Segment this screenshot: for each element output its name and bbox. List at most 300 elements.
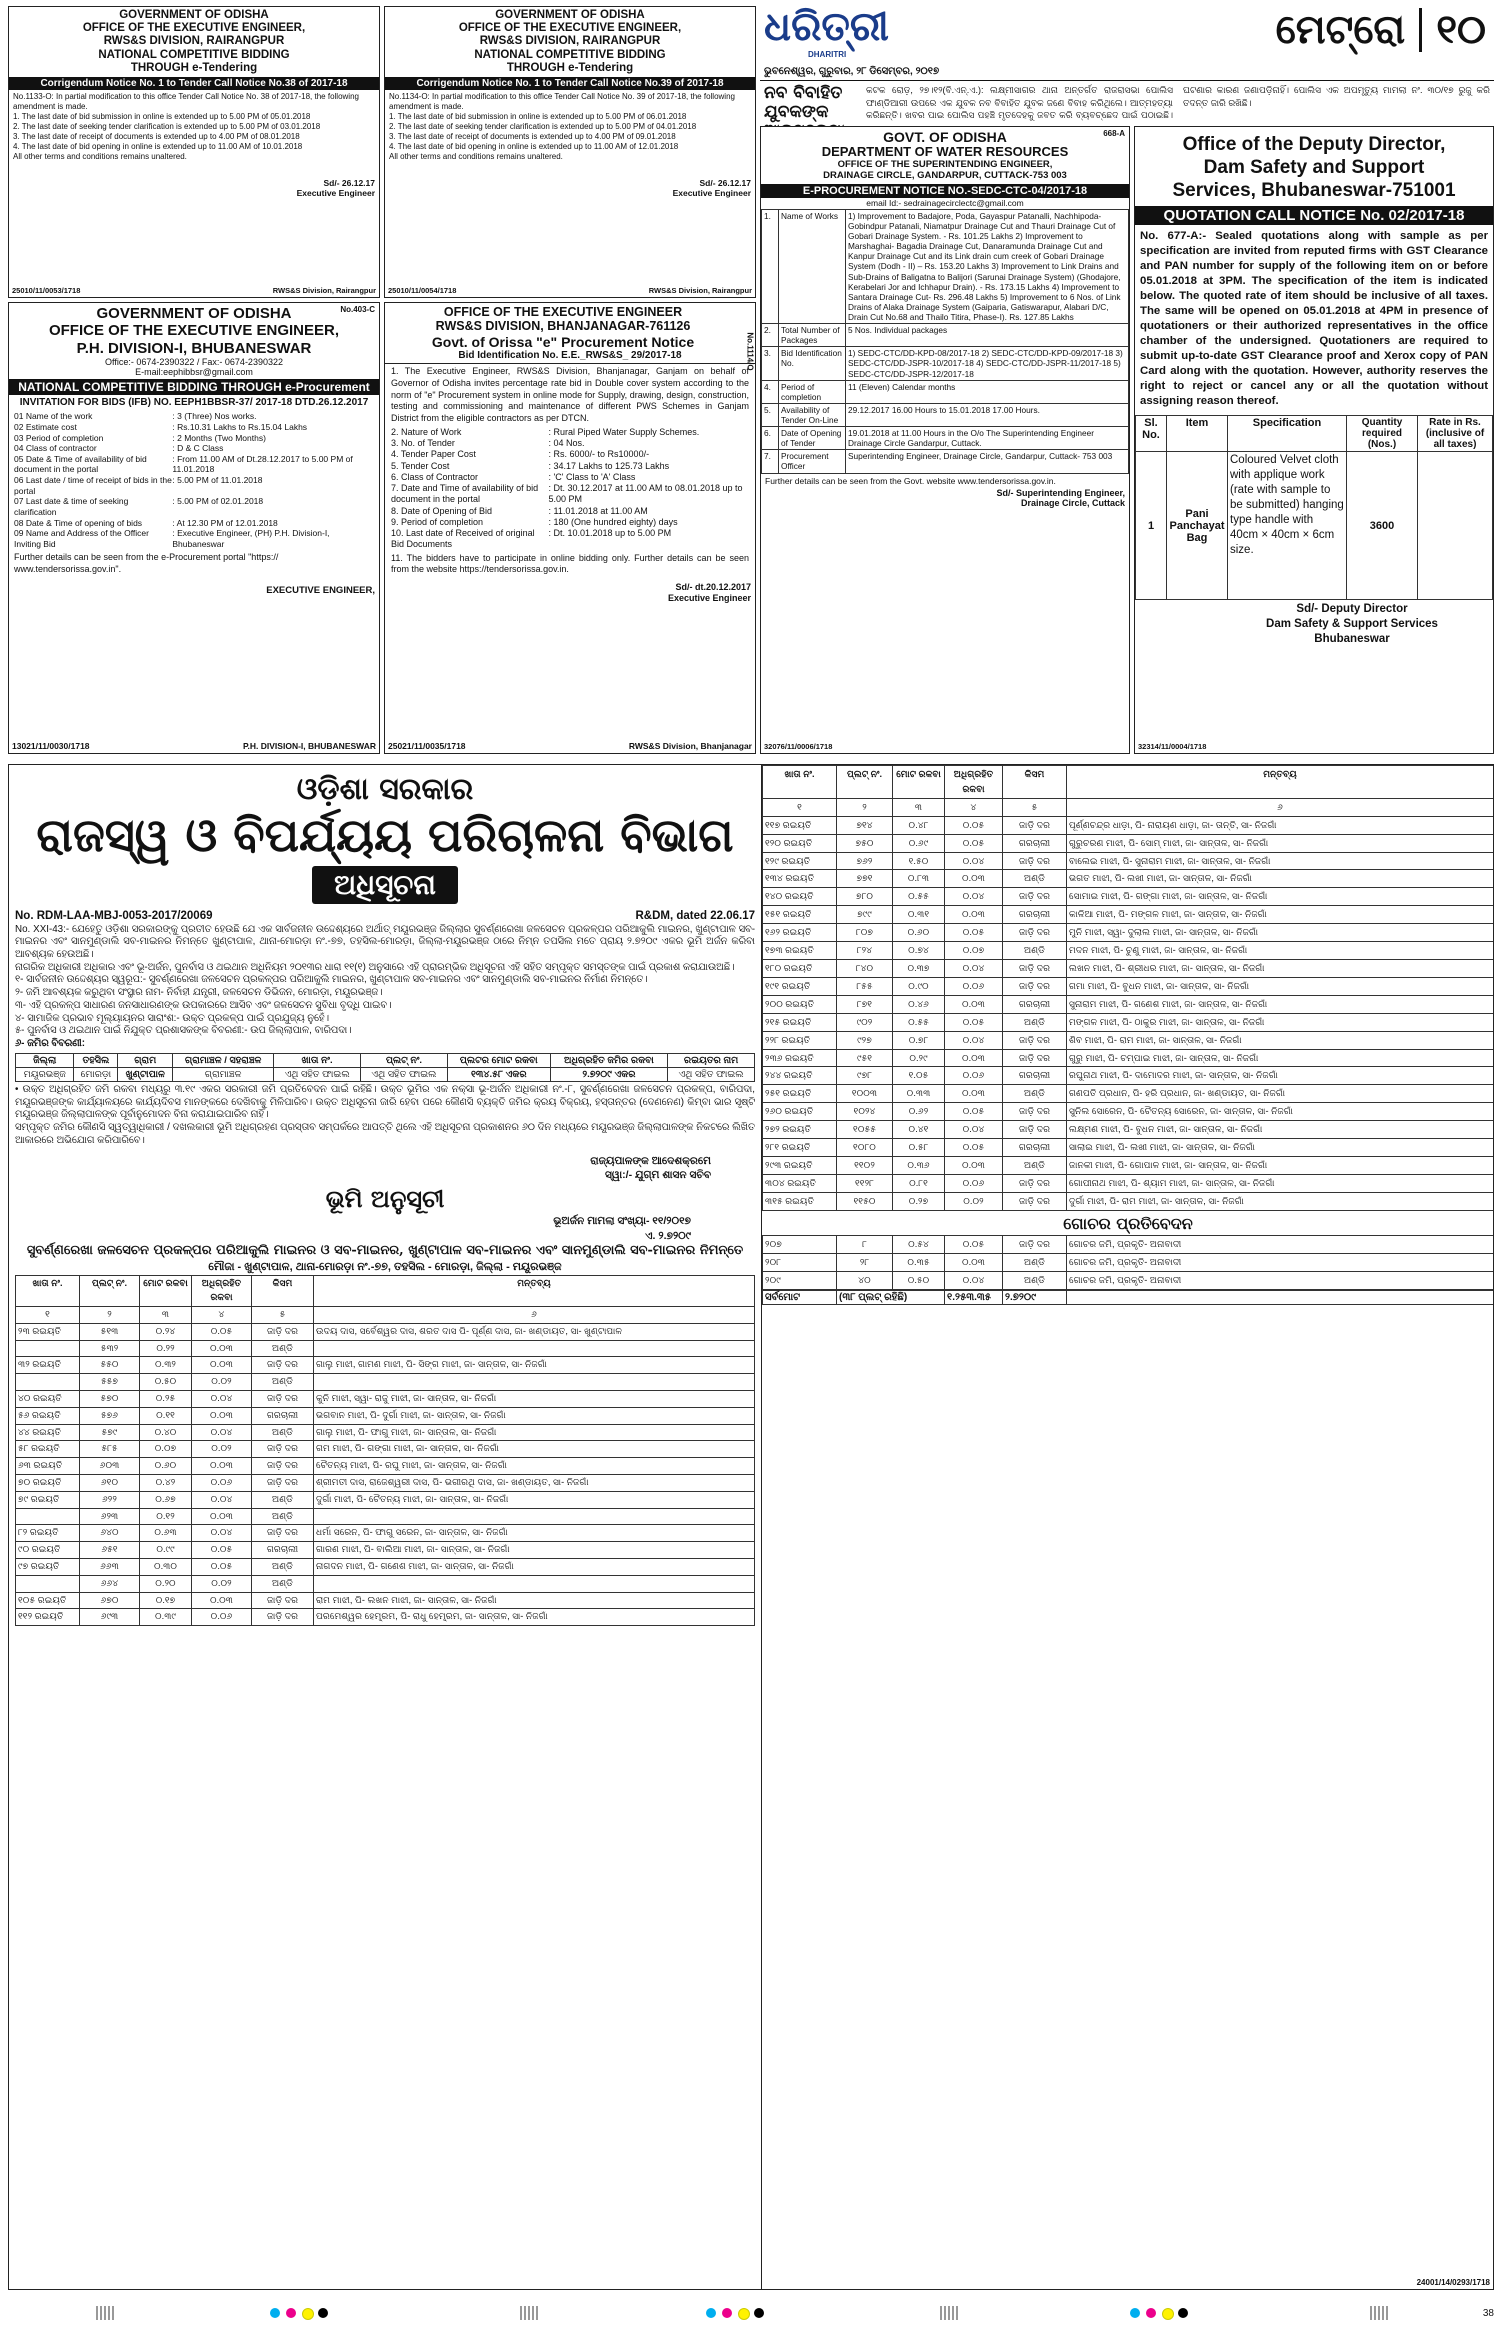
remarks: ପରମେଶ୍ୱର ହେମ୍ବ୍ରମ, ପି- ରାଧୁ ହେମ୍ବ୍ରମ, ଜା- ସାନ୍ତାଳ, ସା- ନିଜଗାଁ [314,1609,755,1626]
land-type: ଜାଡ଼ି ଦର [1003,1192,1067,1210]
masthead [760,4,1494,122]
table-row [763,1139,1494,1157]
yellow-dot [302,2308,314,2320]
land-schedule-table-right [762,765,1494,1211]
khata-number: ୫୬ ରଇୟତି [16,1407,80,1424]
remarks: ଭଗବାନ ମାଝୀ, ପି- ଦୁର୍ଗା ମାଝୀ, ଜା- ସାନ୍ତାଳ, ସା- ନିଜଗାଁ [314,1407,755,1424]
section-title [1276,6,1486,53]
acquired-area: ୦.୦୬ [945,977,1003,995]
khata-number: ୨୩୬ ରଇୟତି [763,1049,837,1067]
acquired-area: ୦.୦୫ [945,1139,1003,1157]
table-cell: ଗ୍ରାମାଞ୍ଚଳ [173,1067,274,1081]
land-type: ଜାଡ଼ି ଦର [252,1525,314,1542]
info-key: 6. Class of Contractor [391,471,479,482]
khata-number [16,1340,80,1357]
acquired-area: ୦.୦୩ [945,870,1003,888]
table-row [763,834,1494,852]
row-number: 3. [762,347,779,380]
remarks: ଗଣପତି ପ୍ରଧାନ, ପି- ହରି ପ୍ରଧାନ, ଜା- ଖଣ୍ଡାୟତ, ସା- ନିଜଗାଁ [1067,1085,1494,1103]
notice-header-line: Office of the Deputy Director, [1182,134,1446,155]
land-details-table [15,1053,755,1082]
khata-number: ୨୫୧ ରଇୟତି [763,1085,837,1103]
info-key: 5. Tender Cost [391,460,450,471]
info-row [391,517,749,528]
remarks: ପୂର୍ଣ୍ଣଚନ୍ଦ୍ର ଧାଡ଼ା, ପି- ନାରାୟଣ ଧାଡ଼ା, ଜା- ତାନ୍ତି, ସା- ନିଜଗାଁ [1067,816,1494,834]
land-type: ଅଣ୍ଡି [252,1374,314,1391]
row-key: Period of completion [779,380,846,403]
remarks: ଗାଲୁ ମାଝୀ, ଗାମଣ ମାଝୀ, ପି- ସିଙ୍ଗ ମାଝୀ, ଜା- ସାନ୍ତାଳ, ସା- ନିଜଗାଁ [314,1357,755,1374]
notice-header-line: RWS&S DIVISION, BHANJANAGAR-761126 [435,319,691,334]
remarks [314,1374,755,1391]
khata-number: ୭୦ ରଇୟତି [16,1475,80,1492]
plot-number: ୮୫୫ [837,977,893,995]
section-name: ମେଟ୍ରୋ [1275,6,1406,53]
info-value: : 3 (Three) Nos works. [172,411,257,422]
row-key: Name of Works [779,209,846,323]
acquired-area: ୦.୦୩ [192,1340,252,1357]
table-row [762,347,1129,380]
total-area: ୧.୦୫ [893,1067,945,1085]
masthead-rule [760,80,1494,81]
remarks: ଦୁର୍ଗା ମାଝୀ, ପି- ଚୈତନ୍ୟ ମାଝୀ, ଜା- ସାନ୍ତାଳ, ସା- ନିଜଗାଁ [314,1491,755,1508]
plot-number: ୯୦୨ [837,1013,893,1031]
khata-number: ୨୯୩ ରଇୟତି [763,1156,837,1174]
remarks: ସୁନାରାମ ମାଝୀ, ପି- ଗଣେଶ ମାଝୀ, ଜା- ସାନ୍ତାଳ, ସା- ନିଜଗାଁ [1067,995,1494,1013]
info-row [391,528,749,551]
land-type: ଅଣ୍ଡି [1003,1253,1067,1271]
khata-number: ୩୨ ରଇୟତି [16,1357,80,1374]
khata-number: ୮୨ ରଇୟତି [16,1525,80,1542]
row-value: 11 (Eleven) Calendar months [846,380,1129,403]
table-row [763,1156,1494,1174]
mouza-line: ମୌଜା - ଖୁଣ୍ଟାପାଳ, ଥାନା-ମୋରଡ଼ା ନଂ.-୭୭, ତହସିଲ - ମୋରଡ଼ା, ଜିଲ୍ଲା - ମୟୂରଭଞ୍ଜ [208,1260,562,1273]
info-row [14,528,374,549]
registration-block [96,2306,114,2320]
info-row [391,449,749,460]
total-area: ୦.୬୭ [140,1491,192,1508]
item-name: Pani Panchayat Bag [1167,452,1228,600]
column-header: ମନ୍ତବ୍ୟ [314,1276,755,1307]
land-type: ଜାଡ଼ି ଦର [1003,977,1067,995]
land-type: ଜାଡ଼ି ଦର [1003,888,1067,906]
notice-intro: No.1133-O: In partial modification to this office Tender Call Notice No. 38 of 2017-18, the following amendment is made. [13,92,359,112]
acquired-area: ୦.୦୬ [192,1475,252,1492]
acquired-area: ୦.୦୫ [945,816,1003,834]
notice-header-line: GOVERNMENT OF ODISHA [96,305,292,322]
table-row [763,1067,1494,1085]
office-name: RWS&S Division, Rairangpur [272,286,376,295]
table-row [763,1236,1494,1254]
land-type: ଅଣ୍ଡି [252,1491,314,1508]
plot-number: ୧୧୦୨ [837,1156,893,1174]
khata-number: ୨୦୯ [763,1271,837,1289]
registration-block [1370,2306,1388,2320]
remarks: ମଙ୍ଗଳ ମାଝୀ, ପି- ଠାକୁର ମାଝୀ, ଜା- ସାନ୍ତାଳ, ସା- ନିଜଗାଁ [1067,1013,1494,1031]
notice-closing: Further details can be seen from the Govt. website www.tendersorissa.gov.in. [765,475,1056,486]
table-row [16,1475,755,1492]
row-key: Availability of Tender On-Line [779,403,846,426]
amendment-item: 3. The last date of receipt of documents is extended up to 4.00 PM of 08.01.2018 [13,132,300,142]
project-title: ସୁବର୍ଣ୍ଣରେଖା ଜଳସେଚନ ପ୍ରକଳ୍ପର ପରିଆକୁଲି ମାଇନର ଓ ସବ-ମାଇନର, ଖୁଣ୍ଟାପାଳ ସବ-ମାଇନର ଏବଂ ସାନମୁଣ୍ଡାଲି ସବ-ମାଇନର ନିମନ୍ତେ [26,1242,744,1258]
total-area: ୦.୩୦ [140,1558,192,1575]
land-type: ଜାଡ଼ି ଦର [252,1323,314,1340]
khata-number: ୨୦୦ ରଇୟତି [763,995,837,1013]
notification-point: ୫- ପୁନର୍ବାସ ଓ ଥଇଥାନ ପାଇଁ ନିଯୁକ୍ତ ପ୍ରଶାସକଙ୍କ ବିବରଣୀ:- ଉପ ଜିଲ୍ଲାପାଳ, ବାରିପଦା। [15,1025,352,1037]
notification-right-column [762,765,1494,2289]
schedule-total-table [762,1290,1494,1305]
notice-closing: All other terms and conditions remains unaltered. [389,152,563,162]
plot-number: ୬୬୩ [80,1558,140,1575]
table-row [16,1458,755,1475]
land-type: ଜାଡ଼ି ଦର [1003,816,1067,834]
info-key: 04 Class of contractor [14,443,97,454]
column-header: ପ୍ଲଟ୍ ନଂ. [80,1276,140,1307]
total-area: ୦.୮୧ [893,1174,945,1192]
ad-code: 32076/11/0006/1718 [764,742,833,751]
notice-intro: No.1134-O: In partial modification to this office Tender Call Notice No. 39 of 2017-18, the following amendment is made. [389,92,735,112]
acquired-area: ୦.୦୪ [945,1121,1003,1139]
plot-number: ୬୬୪ [80,1575,140,1592]
land-type: ଜାଡ଼ି ଦର [252,1475,314,1492]
table-row [763,1049,1494,1067]
table-row [763,1253,1494,1271]
total-area: ୦.୩୭ [893,959,945,977]
land-type: ଅଣ୍ଡି [1003,1271,1067,1289]
info-value: : From 11.00 AM of Dt.28.12.2017 to 5.00 PM of 11.01.2018 [172,453,353,475]
total-area: ୦.୨୫ [140,1391,192,1408]
total-area: ୦.୫୦ [140,1374,192,1391]
plot-number: ୭୫୦ [837,834,893,852]
signature-date: Sd/- 26.12.17 [699,178,751,189]
acquired-area: ୦.୦୭ [945,942,1003,960]
plot-number: ୭୬୨ [837,852,893,870]
plot-number: ୭୯୯ [837,906,893,924]
signatory: Executive Engineer [667,592,751,603]
remarks: ଗୋଚର ଜମି, ପ୍ରକୃତି- ଅନାବାଦୀ [1067,1236,1494,1254]
khata-number [16,1374,80,1391]
acquired-area: ୦.୦୫ [192,1323,252,1340]
land-type: ଜାଡ଼ି ଦର [1003,959,1067,977]
info-key: 2. Nature of Work [391,426,462,437]
plot-number: ୬୧୦ [80,1475,140,1492]
land-type: ଜାଡ଼ି ଦର [1003,1103,1067,1121]
notice-header-line: GOVERNMENT OF ODISHA [119,9,269,21]
acquired-area: ୦.୦୬ [192,1609,252,1626]
column-number: ୨ [837,798,893,816]
notice-header-line: GOVT. OF ODISHA [883,129,1007,145]
info-row [391,472,749,483]
notice-header-line: RWS&S DIVISION, RAIRANGPUR [479,35,661,48]
ncb-bar: NATIONAL COMPETITIVE BIDDING THROUGH e-Procurement [9,379,379,395]
signature-date: Sd/- dt.20.12.2017 [675,581,751,592]
khata-number: ୨୧୫ ରଇୟତି [763,1013,837,1031]
land-type: ଅଣ୍ଡି [1003,1085,1067,1103]
notification-para: ନାଗରିକ ଅଧିକାରୀ ଅଧିକାର ଏବଂ ଭୂ-ଅର୍ଜନ, ପୁନର୍ବାସ ଓ ଥଇଥାନ ଅଧିନିୟମ ୨୦୧୩ର ଧାରା ୧୧(୧) ଅନୁସାରେ ଏହି ପ୍ରାରମ୍ଭିକ ଅଧିସୂଚନା ଏହି ସହିତ ସମ୍ପୃକ୍ତ ସମସ୍ତଙ୍କ ପାଇଁ ପ୍ରକାଶ କରାଯାଉଅଛି। [15,961,735,973]
ad-code: 25021/11/0035/1718 [388,741,466,751]
khata-number: ୬୩ ରଇୟତି [16,1458,80,1475]
acquired-area: ୦.୦୩ [945,995,1003,1013]
khata-number: ୯୭ ରଇୟତି [16,1558,80,1575]
notification-para: • ଉକ୍ତ ଅଧିଗ୍ରହିତ ଜମି ରକବା ମଧ୍ୟରୁ ୩.୧୯ ଏକର ସରକାରୀ ଜମି ପ୍ରତିବେଦନ ପାଇଁ ରହିଛି। ଉକ୍ତ ଭୂମିର ଏକ ନକ୍ସା ଭୂ-ଅର୍ଜନ ଅଧିକାରୀ ନଂ.-୮, ସୁବର୍ଣ୍ଣରେଖା ଜଳସେଚନ ପ୍ରକଳ୍ପ, ବାରିପଦା, ମୟୂରଭଞ୍ଜଙ୍କ କାର୍ଯ୍ୟାଳୟରେ କାର୍ଯ୍ୟଦିବସ ମାନଙ୍କରେ ଦେଖିବାକୁ ମିଳିପାରିବ। ଉକ୍ତ ଅଧିସୂଚନା ଜାରି ହେବା ପରେ କୌଣସି ବ୍ୟକ୍ତି ଜମିର କ୍ରୟ ବିକ୍ରୟ, ହସ୍ତାନ୍ତର (ଦେଣନେଣ) କିମ୍ବା ଭାର ସୃଷ୍ଟି ମୟୂରଭଞ୍ଜ ଜିଲ୍ଲାପାଳଙ୍କ ପୂର୍ବାନୁମୋଦନ ବିନା କରାଯାଇପାରିବ ନାହିଁ। [15,1083,755,1121]
notice-body: No. 677-A:- Sealed quotations along with sample as per specification are invited from reputed firms with GST Clearance and PAN number for supply of the following item on or before 05.01.2018 at 3PM. The specification of the item is indicated below. The quoted rate of item should be inclusive of all taxes. The same will be opened on 05.01.2018 at 4PM in presence of quotationers or their authorized representatives in the office chamber of the undersigned. Quotationers are required to submit up-to-date GST Clearance proof and Xerox copy of PAN Card along with the quotation. However, authority reserves the right to reject or cancel any or all the quotation without assigning reason thereof. [1140,229,1488,408]
table-row [763,959,1494,977]
table-number-row [763,798,1494,816]
total-area: ୦.୯୦ [893,977,945,995]
column-header: ପ୍ଲଟ୍ ନଂ. [837,766,893,799]
total-area: ୦.୭୪ [893,942,945,960]
plot-number: ୪୦ [837,1271,893,1289]
table-row [763,1174,1494,1192]
plot-number: ୯୭୮ [837,1067,893,1085]
table-row [16,1542,755,1559]
remarks: ଗାଲୁ ମାଝୀ, ପି- ଫାଗୁ ମାଝୀ, ଜା- ସାନ୍ତାଳ, ସା- ନିଜଗାଁ [314,1424,755,1441]
info-value: : 2 Months (Two Months) [172,432,266,443]
land-type: ଅଣ୍ଡି [252,1575,314,1592]
notice-header-line: NATIONAL COMPETITIVE BIDDING [98,48,290,61]
total-area: ୦.୨୪ [140,1323,192,1340]
table-row [16,1575,755,1592]
remarks: ଜାନକୀ ମାଝୀ, ପି- ଗୋପାଳ ମାଝୀ, ଜା- ସାନ୍ତାଳ, ସା- ନିଜଗାଁ [1067,1156,1494,1174]
total-area: ୦.୬୦ [140,1458,192,1475]
column-header: ଗ୍ରାମାଞ୍ଚଳ / ସହରାଞ୍ଚଳ [173,1053,274,1067]
land-type: ଅଣ୍ଡି [252,1558,314,1575]
bid-identification: Bid Identification No. E.E._RWS&S_ 29/2017-18 [458,349,682,361]
black-dot [1178,2308,1188,2318]
notice-header-line: Dam Safety and Support [1203,157,1425,179]
info-value: : 180 (One hundred eighty) days [548,516,678,527]
plot-number: ୫୭୬ [80,1407,140,1424]
khata-number: ୧୧୨ ରଇୟତି [16,1609,80,1626]
table-cell: ମୟୂରଭଞ୍ଜ [16,1067,74,1081]
column-header: ରଇୟତର ନାମ [668,1053,755,1067]
khata-number: ୧୧୭ ରଇୟତି [763,816,837,834]
land-type: ଗରଚାଲୀ [1003,1139,1067,1157]
row-value: 1) SEDC-CTC/DD-KPD-08/2017-18 2) SEDC-CTC/DD-KPD-09/2017-18 3) SEDC-CTC/DD-JSPR-10/2017-18 4) SEDC-CTC/DD-JSPR-11/2017-18 5) SEDC-CTC/DD-JSPR-12/2017-18 [846,347,1129,380]
info-row [391,427,749,438]
tender-notice-phd [8,302,380,754]
total-label: ସର୍ବମୋଟ [763,1290,837,1304]
office-contact: Office:- 0674-2390322 / Fax:- 0674-2390322 [105,356,283,367]
amendment-item: 4. The last date of bid opening in online is extended up to 11.00 AM of 10.01.2018 [13,142,303,152]
table-row [16,1340,755,1357]
acquired-area: ୦.୦୩ [945,1085,1003,1103]
info-value: : Executive Engineer, (PH) P.H. Division-I, Bhubaneswar [172,528,330,549]
plot-number: ୬୨୩ [80,1508,140,1525]
notice-header-line: OFFICE OF THE SUPERINTENDING ENGINEER, [837,159,1053,171]
remarks: ଲଖନ ମାଝୀ, ପି- ଶ୍ରୀଧର ମାଝୀ, ଜା- ସାନ୍ତାଳ, ସା- ନିଜଗାଁ [1067,959,1494,977]
plot-number: ୧୦୮୦ [837,1139,893,1157]
info-value: : Rs. 6000/- to Rs10000/- [548,449,650,460]
total-area: ୦.୫୮ [893,1139,945,1157]
case-number: ଭୂଅର୍ଜନ ମାମଲା ସଂଖ୍ୟା- ୧୧/୨୦୧୭ [553,1215,691,1228]
notice-header-line: Services, Bhubaneswar-751001 [1172,180,1456,202]
total-area: ୦.୩୩ [893,1085,945,1103]
ad-code-top: 668-A [1103,129,1125,138]
info-key: 08 Date & Time of opening of bids [14,517,143,528]
ad-code: 25010/11/0053/1718 [12,286,81,295]
land-schedule-table-left [15,1275,755,1626]
notification-para: ସମ୍ପୃକ୍ତ ଜମିର କୌଣସି ସ୍ୱତ୍ୱାଧିକାରୀ / ଦଖଲକାରୀ ଭୂମି ଅଧିଗ୍ରହଣ ପ୍ରସ୍ତାବ ସମ୍ପର୍କରେ ଆପତ୍ତି ଥିଲେ ଏହି ଅଧିସୂଚନା ପ୍ରକାଶନର ୬୦ ଦିନ ମଧ୍ୟରେ ମୟୂରଭଞ୍ଜ ଜିଲ୍ଲାପାଳଙ୍କ ନିକଟରେ ଲିଖିତ ଆକାରରେ ଅଭିଯୋଗ କରିପାରିବେ। [15,1122,755,1146]
remarks: ସୋମାଇ ମାଝୀ, ପି- ଗଙ୍ଗା ମାଝୀ, ଜା- ସାନ୍ତାଳ, ସା- ନିଜଗାଁ [1067,888,1494,906]
remarks: ଗମ ମାଝୀ, ପି- ଗଙ୍ଗା ମାଝୀ, ଜା- ସାନ୍ତାଳ, ସା- ନିଜଗାଁ [314,1441,755,1458]
row-number: 2. [762,324,779,347]
khata-number: ୭୯ ରଇୟତି [16,1491,80,1508]
khata-number: ୧୮୦ ରଇୟତି [763,959,837,977]
notification-para: No. XXI-43:- ଯେହେତୁ ଓଡ଼ିଶା ସରକାରଙ୍କୁ ପ୍ରତୀତ ହେଉଛି ଯେ ଏକ ସାର୍ବଜନୀନ ଉଦ୍ଦେଶ୍ୟରେ ଅର୍ଥାତ୍ ମୟୂରଭଞ୍ଜ ଜିଲ୍ଲାର ସୁବର୍ଣ୍ଣରେଖା ଜଳସେଚନ ପ୍ରକଳ୍ପର ପରିଆକୁଲି ମାଇନର, ଖୁଣ୍ଟାପାଳ ସବ-ମାଇନର ଏବଂ ସାନମୁଣ୍ଡାଲି ସବ-ମାଇନର ନିମନ୍ତେ ଖୁଣ୍ଟାପାଳ, ଥାନା-ମୋରଡ଼ା ନଂ.-୭୭, ତହସିଲ-ମୋରଡ଼ା, ଜିଲ୍ଲା-ମୟୂରଭଞ୍ଜ ଠାରେ ନିମ୍ନ ତପସିଲ ମତେ ପ୍ରାୟ ୨.୭୨୦୯ ଏକର ଭୂମି ଅର୍ଜନ କରିବା ଆବଶ୍ୟକ ହେଉଅଛି। [15,923,755,960]
notice-closing: 11. The bidders have to participate in online bidding only. Further details can be seen from the website https://tendersorissa.gov.in. [391,552,749,575]
total-area: ୦.୬୩ [140,1525,192,1542]
info-key: 9. Period of completion [391,516,484,527]
plot-number: ୭୮୦ [837,888,893,906]
amendment-item: 2. The last date of seeking tender clarification is extended up to 5.00 PM of 03.01.2018 [13,122,321,132]
remarks: ଧର୍ମା ସରେନ, ପି- ଫାଗୁ ସରେନ, ଜା- ସାନ୍ତାଳ, ସା- ନିଜଗାଁ [314,1525,755,1542]
notice-number: No.403-C [340,305,375,314]
info-value: : D & C Class [172,443,224,454]
acquired-area: ୦.୦୪ [192,1491,252,1508]
khata-number: ୩୦୪ ରଇୟତି [763,1174,837,1192]
notice-side-number: No.1114/O [745,332,755,371]
khata-number: ୧୯୧ ରଇୟତି [763,977,837,995]
row-value: 5 Nos. Individual packages [846,324,1129,347]
table-row [16,1407,755,1424]
remarks: ସୁନିଲ ସୋରେନ, ପି- ଚୈତନ୍ୟ ସୋରେନ, ଜା- ସାନ୍ତାଳ, ସା- ନିଜଗାଁ [1067,1103,1494,1121]
info-key: 7. Date and Time of availability of bid document in the portal [391,483,539,505]
total-area: ୦.୫୫ [893,1013,945,1031]
remarks: କୁନି ମାଝୀ, ସ୍ୱା- ରାଜୁ ମାଝୀ, ଜା- ସାନ୍ତାଳ, ସା- ନିଜଗାଁ [314,1391,755,1408]
total-acreage: ଏ. ୨.୭୨୦୯ [645,1230,691,1243]
remarks: ମଦନ ମାଝୀ, ପି- ଚୁଣୁ ମାଝୀ, ଜା- ସାନ୍ତାଳ, ସା- ନିଜଗାଁ [1067,942,1494,960]
khata-number: ୨୭୨ ରଇୟତି [763,1121,837,1139]
signatory: ସ୍ୱା:/- ଯୁଗ୍ମ ଶାସନ ସଚିବ [605,1169,711,1182]
khata-number: ୨୬୦ ରଇୟତି [763,1103,837,1121]
acquired-area: ୦.୦୫ [945,1103,1003,1121]
table-header-row [1136,416,1493,452]
dateline: ଭୁବନେଶ୍ୱର, ଗୁରୁବାର, ୨୮ ଡିସେମ୍ବର, ୨୦୧୭ [764,66,940,77]
khata-number: ୧୨୯ ରଇୟତି [763,852,837,870]
land-type: ଗରଚାଲୀ [1003,995,1067,1013]
remarks: ଗୁରୁ ମାଝୀ, ପି- ଚମ୍ପାଇ ମାଝୀ, ଜା- ସାନ୍ତାଳ, ସା- ନିଜଗାଁ [1067,1049,1494,1067]
total-area: ୦.୫୪ [893,1236,945,1254]
info-row [14,496,374,517]
remarks: ଗୋପୀନାଥ ମାଝୀ, ପି- ଶ୍ୟାମ ମାଝୀ, ଜା- ସାନ୍ତାଳ, ସା- ନିଜଗାଁ [1067,1174,1494,1192]
khata-number [16,1575,80,1592]
land-type: ଗରଚାଲୀ [252,1542,314,1559]
office-name: Dam Safety & Support Services [1266,618,1438,631]
land-type: ଅଣ୍ଡି [252,1508,314,1525]
column-header: Rate in Rs. (inclusive of all taxes) [1418,416,1493,452]
table-row [16,1491,755,1508]
plot-number: ୫୮୫ [80,1441,140,1458]
signatory: Executive Engineer [296,188,375,199]
table-row [763,852,1494,870]
info-value: : 'C' Class to 'A' Class [548,471,636,482]
info-row [14,411,374,422]
acquired-area: ୦.୦୩ [192,1592,252,1609]
land-type: ଜାଡ଼ି ଦର [252,1441,314,1458]
info-row [14,443,374,454]
remarks: ଭଗତ ମାଝୀ, ପି- ଲଖୀ ମାଝୀ, ଜା- ସାନ୍ତାଳ, ସା- ନିଜଗାଁ [1067,870,1494,888]
reference-date: R&DM, dated 22.06.17 [635,909,755,922]
khata-number: ୧୦୫ ରଇୟତି [16,1592,80,1609]
newspaper-logo-latin: DHARITRI [808,50,847,59]
remarks: କାଳିଆ ମାଝୀ, ପି- ମଙ୍ଗଳ ମାଝୀ, ଜା- ସାନ୍ତାଳ, ସା- ନିଜଗାଁ [1067,906,1494,924]
info-value: : 04 Nos. [548,438,585,449]
remarks: ଗୁରୁଚରଣ ମାଝୀ, ପି- ସୋମ୍ ମାଝୀ, ଜା- ସାନ୍ତାଳ, ସା- ନିଜଗାଁ [1067,834,1494,852]
plot-number: ୫୩୨ [80,1340,140,1357]
table-row [763,816,1494,834]
land-type: ଜାଡ଼ି ଦର [1003,1174,1067,1192]
story-text: କଟକ ରୋଡ଼, ୨୭।୧୨(ବି.ଏନ୍.ଏ.): ଲକ୍ଷ୍ମୀସାଗର ଥାନା ଅନ୍ତର୍ଗତ ରାଜରାସଭା ପୋଲିସ ଫାଣ୍ଡିଆରୀ ଉପରେ ଏକ ଯୁବକ ନବ ବିବାହିତ ଯୁବକ ଜଣେ ବିବାହ କରିଥିଲେ। ଆତ୍ମହତ୍ୟା କରିଛନ୍ତି। ଖବର ପାଇ ପୋଲିସ ପହଞ୍ଚି ମୃତଦେହକୁ ଜବତ କରି ବ୍ୟବଚ୍ଛେଦ ପାଇଁ ପଠାଇଛି। ଘଟଣାର କାରଣ ଜଣାପଡ଼ିନାହିଁ। ପୋଲିସ ଏକ ଅପମୃତ୍ୟୁ ମାମଲା ନଂ. ୩୦/୧୭ ରୁଜୁ କରି ତଦନ୍ତ ଜାରି ରଖିଛି। [866,85,1490,120]
total-area: ୦.୩୬ [893,1156,945,1174]
table-row [16,1525,755,1542]
black-dot [318,2308,328,2318]
amendment-item: 2. The last date of seeking tender clarification is extended up to 5.00 PM of 04.01.2018 [389,122,697,132]
row-value: 29.12.2017 16.00 Hours to 15.01.2018 17.00 Hours. [846,403,1129,426]
plot-number: ୬୪୦ [80,1525,140,1542]
khata-number: ୨୦୮ [763,1253,837,1271]
magenta-dot [1146,2308,1156,2318]
land-type: ଜାଡ଼ି ଦର [1003,1236,1067,1254]
land-type: ଜାଡ଼ି ଦର [1003,924,1067,942]
land-type: ଜାଡ଼ି ଦର [252,1458,314,1475]
acquired-area: ୦.୦୩ [192,1458,252,1475]
plot-number: ୭୭୧ [837,870,893,888]
office-email: email Id:- sedrainagecirclectc@gmail.com [866,197,1024,208]
info-value: : At 12.30 PM of 12.01.2018 [172,517,278,528]
plot-number: ୬୭୦ [80,1592,140,1609]
land-type: ଜାଡ଼ି ଦର [1003,852,1067,870]
info-row [14,422,374,433]
remarks [314,1340,755,1357]
khata-number: ୧୭୩ ରଇୟତି [763,942,837,960]
total-area: ୦.୫୦ [893,1271,945,1289]
section-page-number: ୧୦ [1436,6,1486,53]
table-cell: ୨.୭୨୦୯ ଏକର [550,1067,667,1081]
table-row [16,1374,755,1391]
black-dot [754,2308,764,2318]
plot-number: ୧୦୫୫ [837,1121,893,1139]
info-key: 4. Tender Paper Cost [391,449,476,460]
column-number: ୧ [16,1307,80,1324]
total-acquired: ୨.୭୨୦୯ [1003,1290,1067,1304]
total-area: ୦.୨୭ [893,1192,945,1210]
notice-closing: All other terms and conditions remains unaltered. [13,152,187,162]
total-area: ୦.୨୨ [140,1340,192,1357]
land-type: ଜାଡ଼ି ଦର [252,1609,314,1626]
corrigendum-bar: Corrigendum Notice No. 1 to Tender Call Notice No.38 of 2017-18 [9,77,379,90]
notice-header-line: OFFICE OF THE EXECUTIVE ENGINEER, [48,322,340,340]
total-area: ୦.୪୨ [140,1475,192,1492]
tender-corrigendum-39 [384,6,756,298]
plot-number: ୮୦୭ [837,924,893,942]
notice-header-line: OFFICE OF THE EXECUTIVE ENGINEER [443,305,683,319]
khata-number: ୧୨୦ ରଇୟତି [763,834,837,852]
table-row [763,1085,1494,1103]
story-headline: ନବ ବିବାହିତ ଯୁବକଙ୍କ [764,83,843,122]
notice-closing: Further details can be seen from the e-Procurement portal "https:// www.tendersorissa.gov.in". [14,552,279,574]
row-value: 1) Improvement to Badajore, Poda, Gayaspur Patanalli, Nachhipoda-Gobindpur Patanali, Niamatpur Drainage Cut and Thauri Drainage Cut of Gobari Drainage System. - Rs. 101.25 Lakhs 2) Improvement to Marshaghai- Bagadia Drainage Cut, Danaramunda Drainage Cut and Kanpur Drainage Cut and its Link drain cum creek of Gobari Drainage System (Dodh - II) – Rs. 153.20 Lakhs 3) Improvement to Link Drains and Sub-Drains of Baligatna to Balijori (Sarunai Drainage System) (Ghodajore, Kerabelari Jor and Ichhapur Drain). - Rs. 173.15 Lakhs 4) Improvement to Santara Drainage Cut- Rs. 296.48 Lakhs 5) Improvement to 6 Nos. of Link Drains of Alaka Drainage System (Gaiparia, Gatiswarapur, Alabari D/C, Drain Cut No.68 and Thailo Titira, Phase-I). Rs. 127.85 Lakhs [846,209,1129,323]
column-number: ୬ [1067,798,1494,816]
table-row [16,1357,755,1374]
info-value: : 11.01.2018 at 11.00 AM [548,505,648,516]
yellow-dot [1162,2308,1174,2320]
total-row [763,1290,1494,1304]
remarks: ଶିବ ମାଝୀ, ପି- ରାମ ମାଝୀ, ଜା- ସାନ୍ତାଳ, ସା- ନିଜଗାଁ [1067,1031,1494,1049]
plot-number: ୬୫୧ [80,1542,140,1559]
ad-code: 13021/11/0030/1718 [12,741,90,751]
column-header: ଅଧିଗ୍ରହିତ ରକବା [192,1276,252,1307]
column-header: ମୋଟ ରକବା [893,766,945,799]
